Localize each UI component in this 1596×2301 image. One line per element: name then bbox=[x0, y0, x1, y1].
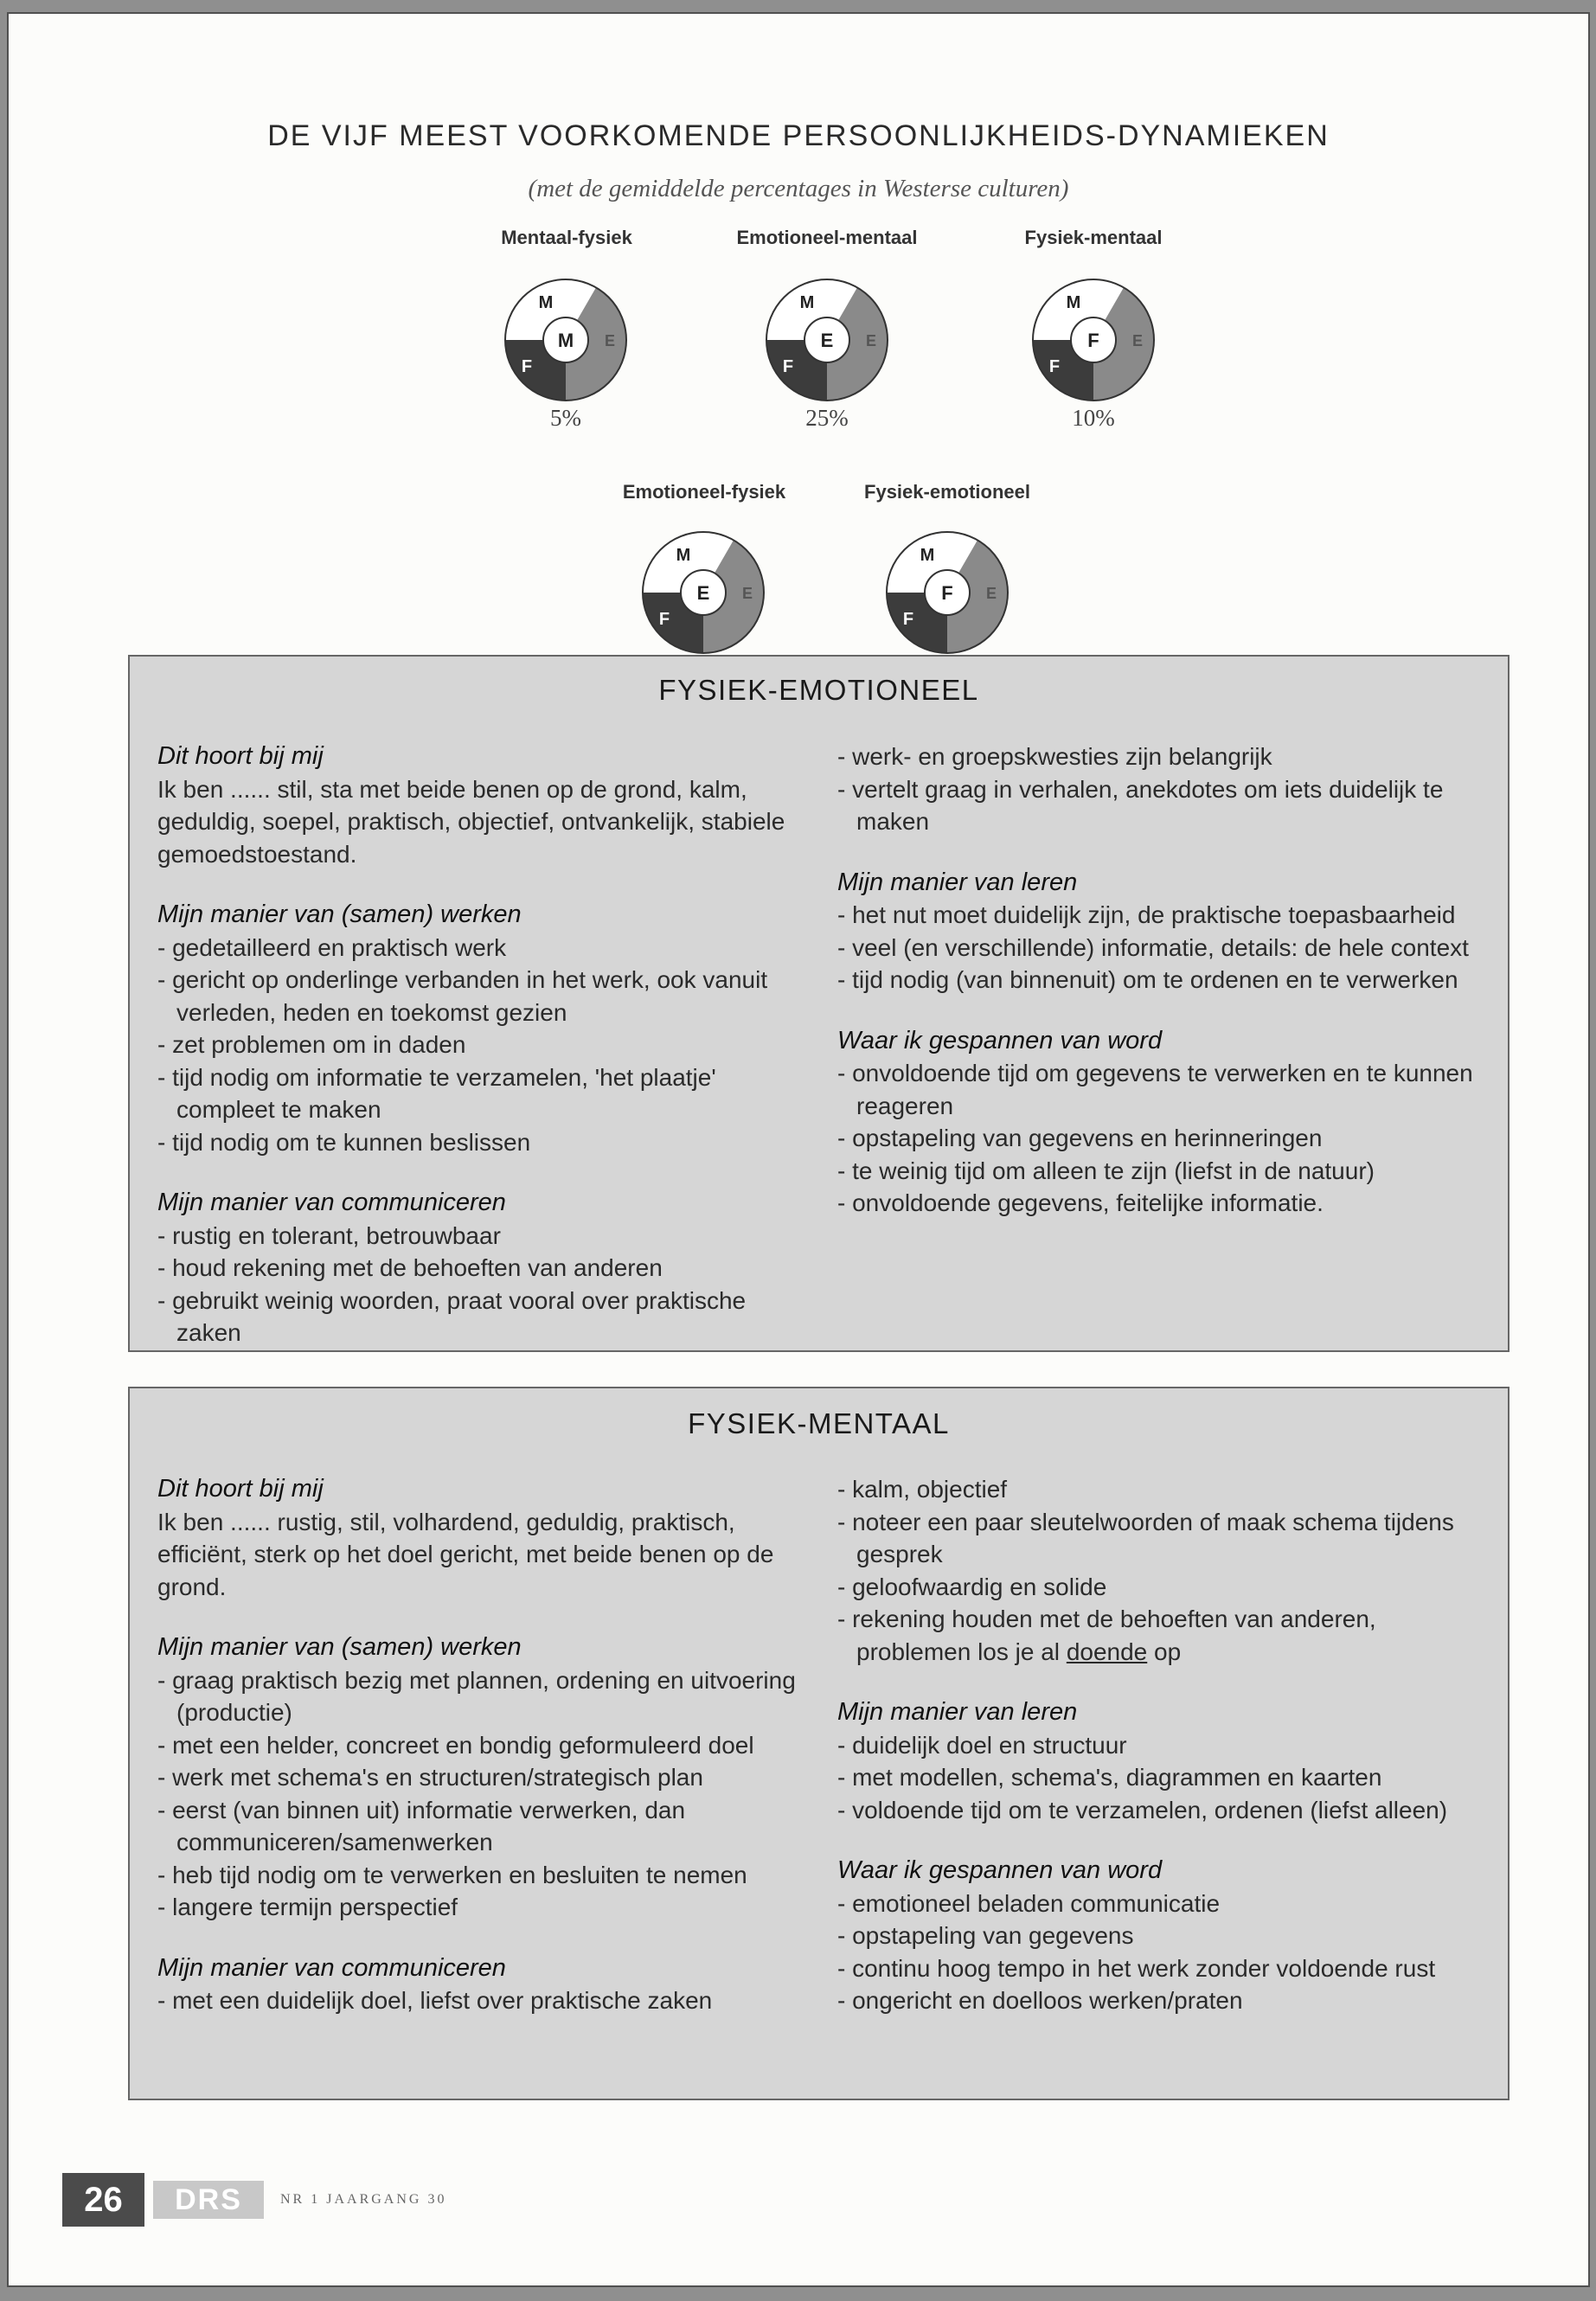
list-item: - tijd nodig (van binnenuit) om te ordenen en te verwerken bbox=[837, 964, 1482, 997]
letter-m: M bbox=[799, 293, 815, 312]
dynamic-diagram-fysiek-emotioneel bbox=[882, 528, 1012, 657]
bullet-list bbox=[157, 1984, 798, 2017]
center-letter: E bbox=[820, 330, 834, 351]
issue-info: NR 1 JAARGANG 30 bbox=[280, 2192, 447, 2207]
letter-f: F bbox=[658, 610, 670, 629]
list-item: - gericht op onderlinge verbanden in het werk, ook vanuit verleden, heden en toekomst gezien bbox=[157, 964, 798, 1029]
list-item: - duidelijk doel en structuur bbox=[837, 1729, 1482, 1762]
section-heading: Mijn manier van (samen) werken bbox=[157, 1633, 522, 1661]
list-item: - continu hoog tempo in het werk zonder voldoende rust bbox=[837, 1952, 1482, 1985]
list-item: - onvoldoende gegevens, feitelijke informatie. bbox=[837, 1187, 1482, 1220]
list-item: - langere termijn perspectief bbox=[157, 1891, 798, 1924]
section-heading: Dit hoort bij mij bbox=[157, 1475, 324, 1503]
magazine-logo: DRS bbox=[153, 2181, 264, 2219]
center-letter: F bbox=[1087, 330, 1099, 351]
box-right-column bbox=[837, 740, 1482, 1220]
list-item: - rustig en tolerant, betrouwbaar bbox=[157, 1220, 798, 1253]
letter-e: E bbox=[1131, 332, 1144, 349]
letter-m: M bbox=[676, 546, 691, 565]
dynamic-diagram-fysiek-mentaal bbox=[1029, 275, 1158, 405]
letter-f: F bbox=[782, 357, 794, 376]
bullet-list bbox=[157, 932, 798, 1159]
bullet-list bbox=[837, 1057, 1482, 1220]
bullet-list bbox=[157, 1220, 798, 1349]
list-item: - gebruikt weinig woorden, praat vooral over praktische zaken bbox=[157, 1285, 798, 1349]
section-text: Ik ben ...... stil, sta met beide benen op de grond, kalm, geduldig, soepel, praktisch, objectief, ontvankelijk, stabiele gemoedstoestand. bbox=[157, 775, 785, 868]
list-item: - te weinig tijd om alleen te zijn (liefst in de natuur) bbox=[837, 1155, 1482, 1188]
center-letter: M bbox=[557, 330, 574, 351]
list-item: - voldoende tijd om te verzamelen, ordenen (liefst alleen) bbox=[837, 1794, 1482, 1827]
bullet-list bbox=[837, 740, 1482, 838]
bullet-list bbox=[837, 899, 1482, 997]
section-heading: Mijn manier van leren bbox=[837, 868, 1078, 896]
percent-mentaal-fysiek: 5% bbox=[550, 405, 581, 431]
page-subtitle: (met de gemiddelde percentages in Westerse culturen) bbox=[528, 175, 1069, 202]
letter-e: E bbox=[604, 332, 616, 349]
percent-fysiek-mentaal: 10% bbox=[1072, 405, 1115, 431]
list-item: - veel (en verschillende) informatie, details: de hele context bbox=[837, 932, 1482, 965]
profile-box-fysiek-emotioneel bbox=[128, 655, 1509, 1352]
letter-m: M bbox=[538, 293, 554, 312]
section-heading: Waar ik gespannen van word bbox=[837, 1026, 1163, 1054]
list-item: - ongericht en doelloos werken/praten bbox=[837, 1984, 1482, 2017]
list-item: - gedetailleerd en praktisch werk bbox=[157, 932, 798, 965]
box-left-column bbox=[157, 1473, 798, 2017]
list-item: - kalm, objectief bbox=[837, 1473, 1482, 1506]
dynamic-diagram-emotioneel-fysiek bbox=[638, 528, 768, 657]
dynamic-diagram-emotioneel-mentaal bbox=[762, 275, 892, 405]
dynamic-label-emotioneel-mentaal: Emotioneel-mentaal bbox=[736, 227, 918, 248]
percent-emotioneel-mentaal: 25% bbox=[805, 405, 849, 431]
list-item: - heb tijd nodig om te verwerken en besluiten te nemen bbox=[157, 1859, 798, 1892]
letter-m: M bbox=[1066, 293, 1081, 312]
magazine-page bbox=[7, 12, 1590, 2287]
letter-f: F bbox=[521, 357, 533, 376]
dynamic-label-emotioneel-fysiek: Emotioneel-fysiek bbox=[622, 481, 786, 503]
list-item-text: rekening houden met de behoeften van anderen, problemen los je al bbox=[852, 1606, 1376, 1665]
dynamic-label-fysiek-mentaal: Fysiek-mentaal bbox=[1024, 227, 1163, 248]
bullet-list bbox=[837, 1729, 1482, 1827]
dynamic-diagram-mentaal-fysiek bbox=[501, 275, 631, 405]
list-item: - noteer een paar sleutelwoorden of maak schema tijdens gesprek bbox=[837, 1506, 1482, 1571]
list-item: - onvoldoende tijd om gegevens te verwerken en te kunnen reageren bbox=[837, 1057, 1482, 1122]
list-item bbox=[837, 1603, 1482, 1668]
list-item: - geloofwaardig en solide bbox=[837, 1571, 1482, 1604]
letter-e: E bbox=[865, 332, 877, 349]
list-item: - werk met schema's en structuren/strategisch plan bbox=[157, 1761, 798, 1794]
list-item: - werk- en groepskwesties zijn belangrijk bbox=[837, 740, 1482, 773]
letter-e: E bbox=[985, 585, 997, 602]
list-item: - tijd nodig om informatie te verzamelen, 'het plaatje' compleet te maken bbox=[157, 1061, 798, 1126]
profile-box-fysiek-mentaal bbox=[128, 1387, 1509, 2100]
section-heading: Dit hoort bij mij bbox=[157, 742, 324, 770]
letter-f: F bbox=[1048, 357, 1061, 376]
underlined-word: doende bbox=[1066, 1638, 1148, 1665]
list-item: - eerst (van binnen uit) informatie verwerken, dan communiceren/samenwerken bbox=[157, 1794, 798, 1859]
page-number: 26 bbox=[62, 2173, 144, 2227]
list-item: - graag praktisch bezig met plannen, ordening en uitvoering (productie) bbox=[157, 1664, 798, 1729]
letter-m: M bbox=[920, 546, 935, 565]
page-footer bbox=[62, 2173, 512, 2227]
list-item: - vertelt graag in verhalen, anekdotes om iets duidelijk te maken bbox=[837, 773, 1482, 838]
section-heading: Mijn manier van communiceren bbox=[157, 1953, 506, 1982]
bullet-list bbox=[837, 1888, 1482, 2017]
section-heading: Mijn manier van communiceren bbox=[157, 1189, 506, 1216]
section-text: Ik ben ...... rustig, stil, volhardend, geduldig, praktisch, efficiënt, sterk op het doel gericht, met beide benen op de grond. bbox=[157, 1508, 774, 1600]
box-title: FYSIEK-EMOTIONEEL bbox=[658, 674, 979, 706]
box-right-column bbox=[837, 1473, 1482, 2017]
list-item: - opstapeling van gegevens en herinneringen bbox=[837, 1122, 1482, 1155]
center-letter: F bbox=[941, 582, 953, 604]
list-item: - emotioneel beladen communicatie bbox=[837, 1888, 1482, 1920]
section-heading: Mijn manier van leren bbox=[837, 1698, 1078, 1726]
list-item: - het nut moet duidelijk zijn, de praktische toepasbaarheid bbox=[837, 899, 1482, 932]
page-title: DE VIJF MEEST VOORKOMENDE PERSOONLIJKHEIDS-DYNAMIEKEN bbox=[267, 119, 1330, 152]
box-left-column bbox=[157, 740, 798, 1349]
letter-f: F bbox=[902, 610, 914, 629]
dynamic-label-mentaal-fysiek: Mentaal-fysiek bbox=[501, 227, 632, 248]
dynamic-label-fysiek-emotioneel: Fysiek-emotioneel bbox=[864, 481, 1030, 503]
list-item: - zet problemen om in daden bbox=[157, 1029, 798, 1061]
list-item: - met een helder, concreet en bondig geformuleerd doel bbox=[157, 1729, 798, 1762]
letter-e: E bbox=[741, 585, 753, 602]
box-title: FYSIEK-MENTAAL bbox=[688, 1407, 950, 1439]
bullet-list bbox=[837, 1473, 1482, 1668]
section-heading: Mijn manier van (samen) werken bbox=[157, 901, 522, 928]
list-item: - met modellen, schema's, diagrammen en kaarten bbox=[837, 1761, 1482, 1794]
list-item-text: op bbox=[1147, 1638, 1182, 1665]
list-item: - met een duidelijk doel, liefst over praktische zaken bbox=[157, 1984, 798, 2017]
list-item: - tijd nodig om te kunnen beslissen bbox=[157, 1126, 798, 1159]
list-item: - houd rekening met de behoeften van anderen bbox=[157, 1252, 798, 1285]
list-item: - opstapeling van gegevens bbox=[837, 1920, 1482, 1952]
bullet-list bbox=[157, 1664, 798, 1924]
section-heading: Waar ik gespannen van word bbox=[837, 1856, 1163, 1884]
center-letter: E bbox=[696, 582, 710, 604]
